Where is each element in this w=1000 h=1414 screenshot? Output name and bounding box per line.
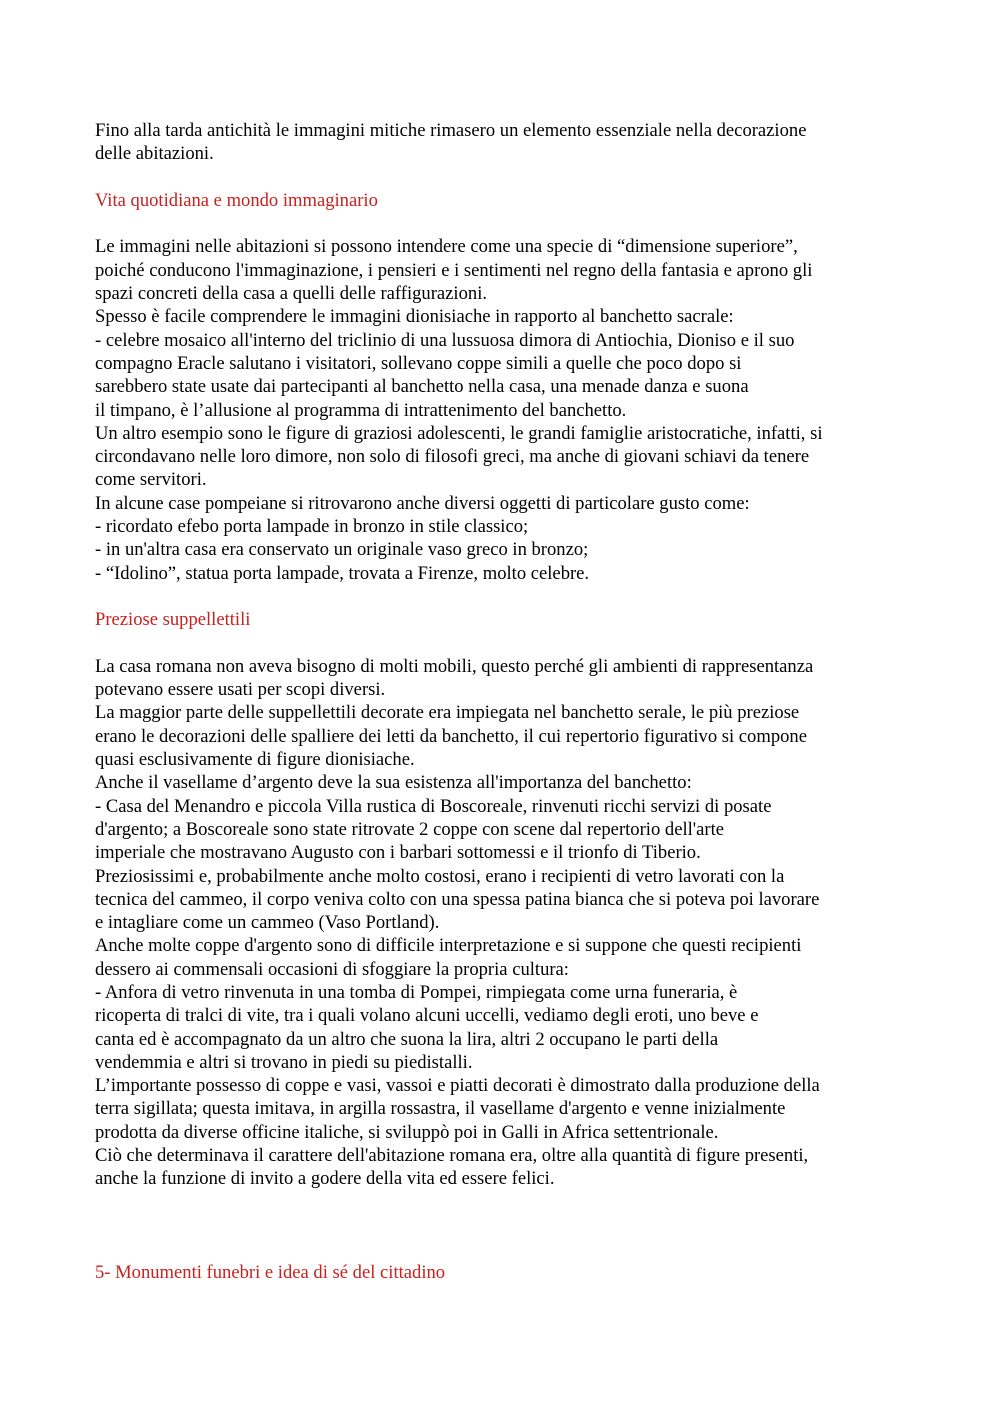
text-line: come servitori. [95, 469, 207, 491]
text-line: - ricordato efebo porta lampade in bronzo in stile classico; [95, 516, 529, 538]
text-line: compagno Eracle salutano i visitatori, sollevano coppe simili a quelle che poco dopo si [95, 352, 742, 374]
section-heading-monumenti-funebri: 5- Monumenti funebri e idea di sé del cittadino [95, 1261, 446, 1283]
text-line: Un altro esempio sono le figure di graziosi adolescenti, le grandi famiglie aristocratiche, infatti, si [95, 422, 823, 444]
text-line: quasi esclusivamente di figure dionisiache. [95, 749, 415, 771]
text-line: Anche il vasellame d’argento deve la sua esistenza all'importanza del banchetto: [95, 772, 692, 794]
text-line: canta ed è accompagnato da un altro che suona la lira, altri 2 occupano le parti della [95, 1028, 719, 1050]
text-line: Spesso è facile comprendere le immagini dionisiache in rapporto al banchetto sacrale: [95, 306, 734, 328]
section-heading-preziose-suppellettili: Preziose suppellettili [95, 609, 251, 631]
intro-paragraph [95, 119, 915, 166]
spacer [95, 166, 915, 189]
text-line: vendemmia e altri si trovano in piedi su piedistalli. [95, 1051, 473, 1073]
text-line: sarebbero state usate dai partecipanti al banchetto nella casa, una menade danza e suona [95, 376, 749, 398]
text-line: terra sigillata; questa imitava, in argilla rossastra, il vasellame d'argento e venne inizialmente [95, 1098, 786, 1120]
spacer [95, 212, 915, 235]
text-line: il timpano, è l’allusione al programma di intrattenimento del banchetto. [95, 399, 627, 421]
text-line: - Casa del Menandro e piccola Villa rustica di Boscoreale, rinvenuti ricchi servizi di posate [95, 795, 772, 817]
text-line: imperiale che mostravano Augusto con i barbari sottomessi e il trionfo di Tiberio. [95, 842, 701, 864]
text-line: - Anfora di vetro rinvenuta in una tomba di Pompei, rimpiegata come urna funeraria, è [95, 981, 738, 1003]
text-line: ricoperta di tralci di vite, tra i quali volano alcuni uccelli, vediamo degli eroti, uno beve e [95, 1005, 759, 1027]
text-line: dessero ai commensali occasioni di sfoggiare la propria cultura: [95, 958, 569, 980]
spacer [95, 585, 915, 608]
text-line: L’importante possesso di coppe e vasi, vassoi e piatti decorati è dimostrato dalla produzione della [95, 1075, 820, 1097]
text-line: Preziosissimi e, probabilmente anche molto costosi, erano i recipienti di vetro lavorati con la [95, 865, 785, 887]
section-body-preziose-suppellettili [95, 655, 915, 1191]
text-line: delle abitazioni. [95, 143, 214, 165]
text-line: circondavano nelle loro dimore, non solo di filosofi greci, ma anche di giovani schiavi da tenere [95, 446, 810, 468]
text-line: - “Idolino”, statua porta lampade, trovata a Firenze, molto celebre. [95, 562, 590, 584]
text-line: Le immagini nelle abitazioni si possono intendere come una specie di “dimensione superiore”, [95, 236, 798, 258]
text-line: potevano essere usati per scopi diversi. [95, 679, 386, 701]
document-body [95, 119, 915, 1284]
text-line: spazi concreti della casa a quelli delle raffigurazioni. [95, 283, 488, 305]
text-line: erano le decorazioni delle spalliere dei letti da banchetto, il cui repertorio figurativo si compone [95, 725, 807, 747]
text-line: prodotta da diverse officine italiche, si sviluppò poi in Galli in Africa settentrionale. [95, 1121, 719, 1143]
text-line: poiché conducono l'immaginazione, i pensieri e i sentimenti nel regno della fantasia e aprono gli [95, 259, 813, 281]
text-line: anche la funzione di invito a godere della vita ed essere felici. [95, 1168, 555, 1190]
text-line: - celebre mosaico all'interno del triclinio di una lussuosa dimora di Antiochia, Dioniso e il suo [95, 329, 795, 351]
text-line: La casa romana non aveva bisogno di molti mobili, questo perché gli ambienti di rappresentanza [95, 655, 814, 677]
text-line: d'argento; a Boscoreale sono state ritrovate 2 coppe con scene dal repertorio dell'arte [95, 818, 724, 840]
text-line: La maggior parte delle suppellettili decorate era impiegata nel banchetto serale, le più preziose [95, 702, 800, 724]
spacer [95, 1191, 915, 1261]
text-line: Ciò che determinava il carattere dell'abitazione romana era, oltre alla quantità di figure presenti, [95, 1145, 809, 1167]
spacer [95, 632, 915, 655]
section-body-vita-quotidiana [95, 235, 915, 584]
text-line: e intagliare come un cammeo (Vaso Portland). [95, 912, 440, 934]
text-line: Fino alla tarda antichità le immagini mitiche rimasero un elemento essenziale nella decorazione [95, 120, 807, 141]
text-line: - in un'altra casa era conservato un originale vaso greco in bronzo; [95, 539, 589, 561]
text-line: Anche molte coppe d'argento sono di difficile interpretazione e si suppone che questi recipienti [95, 935, 802, 957]
text-line: tecnica del cammeo, il corpo veniva colto con una spessa patina bianca che si poteva poi lavorare [95, 888, 820, 910]
section-heading-vita-quotidiana: Vita quotidiana e mondo immaginario [95, 189, 378, 211]
text-line: In alcune case pompeiane si ritrovarono anche diversi oggetti di particolare gusto come: [95, 492, 750, 514]
